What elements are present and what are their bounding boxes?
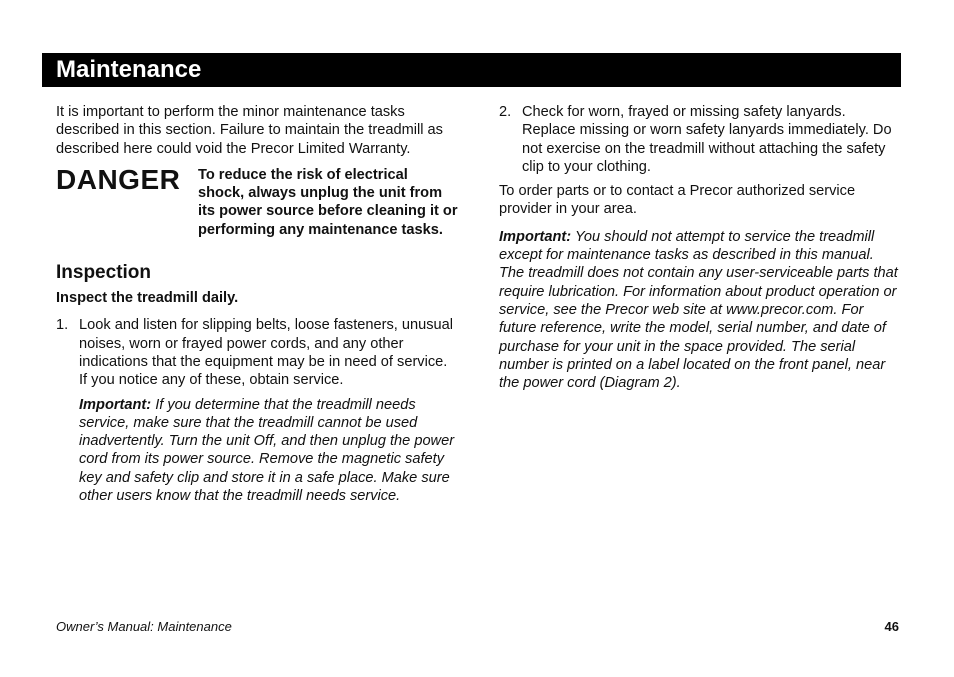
important-note-left (79, 396, 458, 506)
footer-manual-title: Owner’s Manual: Maintenance (56, 619, 232, 634)
inspection-subhead: Inspect the treadmill daily. (56, 290, 239, 307)
step-1-number: 1. (56, 317, 69, 334)
step-2-number: 2. (499, 104, 512, 120)
right-column (499, 103, 899, 392)
step-2 (499, 103, 899, 176)
step-2-text: Check for worn, frayed or missing safety lanyards. Replace missing or worn safety lanyards immediately. Do not exercise on the treadmill without attaching the safety clip to your clothing. (522, 104, 892, 175)
title-bar (42, 53, 901, 87)
intro-paragraph: It is important to perform the minor maintenance tasks described in this section. Failure to maintain the treadmill as described here could void the Precor Limited Warranty. (56, 104, 443, 157)
section-title-inspection: Inspection (56, 262, 152, 284)
danger-text: To reduce the risk of electrical shock, always unplug the unit from its power source before cleaning it or performing any maintenance tasks. (198, 166, 458, 238)
page-number: 46 (884, 619, 899, 634)
important-label: Important: (499, 228, 572, 245)
important-note-right (499, 228, 899, 393)
danger-warning (56, 163, 458, 239)
step-1-text: Look and listen for slipping belts, loose fasteners, unusual noises, worn or frayed power cords, and any other indications that the equipment may be in need of service. If you notice any of these, obtain service. (79, 317, 453, 389)
important-note-text: If you determine that the treadmill needs service, make sure that the treadmill cannot be used inadvertently. Turn the unit Off, and then unplug the power cord from its power source. Remove the magnetic safety key and safety clip and store it in a safe place. Make sure other users know that the treadmill needs service. (79, 396, 455, 505)
page-title: Maintenance (56, 56, 202, 83)
danger-label: DANGER (56, 163, 181, 195)
order-parts-paragraph: To order parts or to contact a Precor authorized service provider in your area. (499, 183, 856, 218)
left-column (56, 103, 458, 505)
important-label: Important: (79, 396, 152, 413)
important-note-text: You should not attempt to service the treadmill except for maintenance tasks as described in this manual. The treadmill does not contain any user-serviceable parts that require lubrication. For information about product operation or service, see the Precor web site at www.precor.com. For future reference, write the model, serial number, and date of purchase for your unit in the space provided. The serial number is printed on a label located on the front panel, near the power cord (Diagram 2). (499, 228, 898, 392)
step-1 (56, 316, 458, 389)
